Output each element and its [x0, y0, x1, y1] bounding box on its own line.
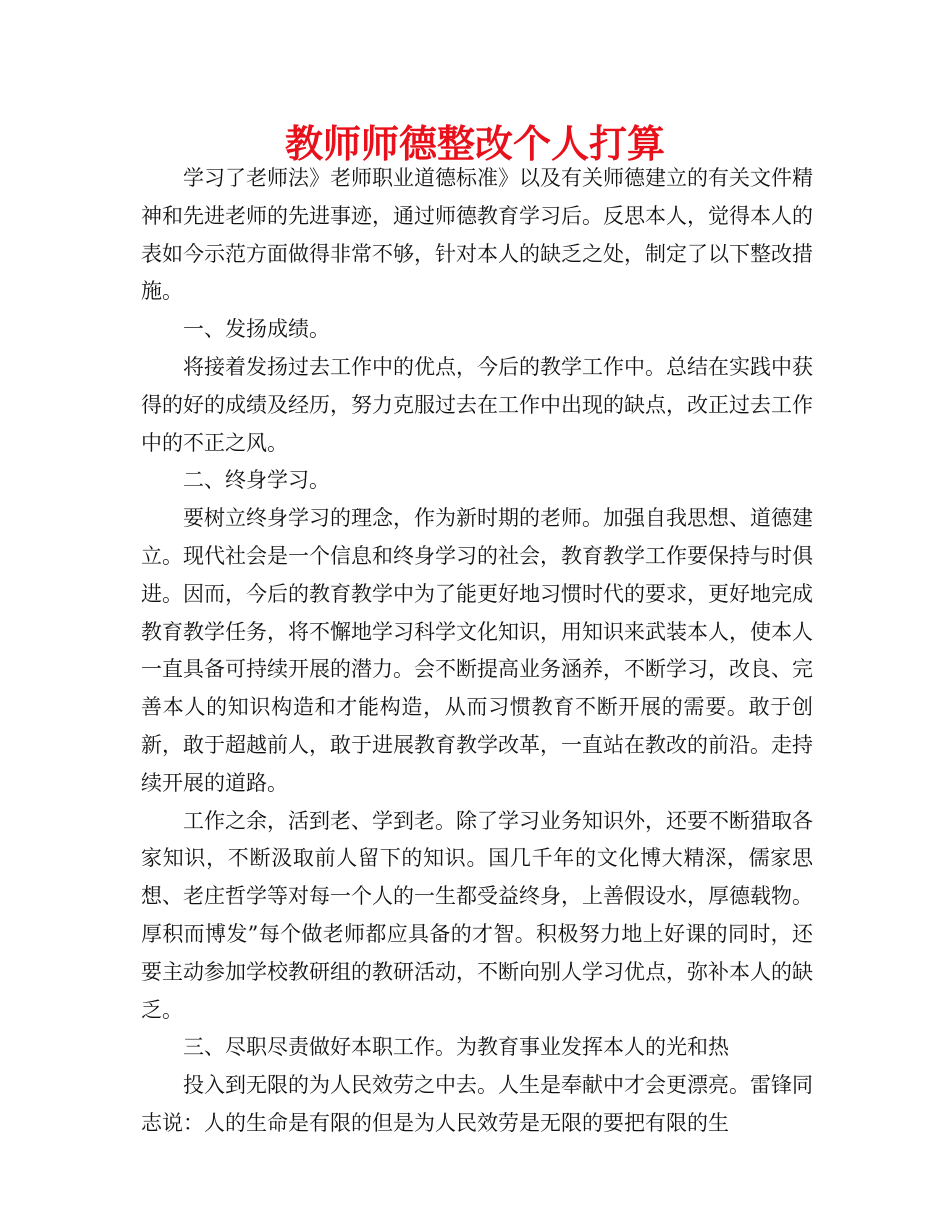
- paragraph-intro: 学习了老师法》老师职业道德标准》以及有关师德建立的有关文件精神和先进老师的先进事迹，通过师德教育学习后。反思本人，觉得本人的表如今示范方面做得非常不够，针对本人的缺乏之处，制定了以下整改措施。: [141, 166, 813, 304]
- paragraph-section-2: 要树立终身学习的理念，作为新时期的老师。加强自我思想、道德建立。现代社会是一个信息和终身学习的社会，教育教学工作要保持与时俱进。因而，今后的教育教学中为了能更好地习惯时代的要求，更好地完成教育教学任务，将不懈地学习科学文化知识，用知识来武装本人，使本人一直具备可持续开展的潜力。会不断提高业务涵养，不断学习，改良、完善本人的知识构造和才能构造，从而习惯教育不断开展的需要。敢于创新，敢于超越前人，敢于进展教育教学改革，一直站在教改的前沿。走持续开展的道路。: [141, 506, 813, 795]
- paragraph-section-1: 将接着发扬过去工作中的优点，今后的教学工作中。总结在实践中获得的好的成绩及经历，努力克服过去在工作中出现的缺点，改正过去工作中的不正之风。: [141, 354, 813, 455]
- paragraph-section-3: 投入到无限的为人民效劳之中去。人生是奉献中才会更漂亮。雷锋同志说：人的生命是有限的但是为人民效劳是无限的要把有限的生: [141, 1073, 813, 1135]
- heading-section-3: 三、尽职尽责做好本职工作。为教育事业发挥本人的光和热: [183, 1035, 729, 1060]
- paragraph-section-2b: 工作之余，活到老、学到老。除了学习业务知识外，还要不断猎取各家知识，不断汲取前人留下的知识。国几千年的文化博大精深，儒家思想、老庄哲学等对每一个人的一生都受益终身，上善假设水，厚德载物。厚积而博发”每个做老师都应具备的才智。积极努力地上好课的同时，还要主动参加学校教研组的教研活动，不断向别人学习优点，弥补本人的缺乏。: [141, 808, 813, 1022]
- document-body: [141, 160, 813, 1143]
- heading-section-1: 一、发扬成绩。: [183, 317, 330, 342]
- heading-section-2: 二、终身学习。: [183, 468, 330, 493]
- document-title: 教师师德整改个人打算: [284, 122, 665, 166]
